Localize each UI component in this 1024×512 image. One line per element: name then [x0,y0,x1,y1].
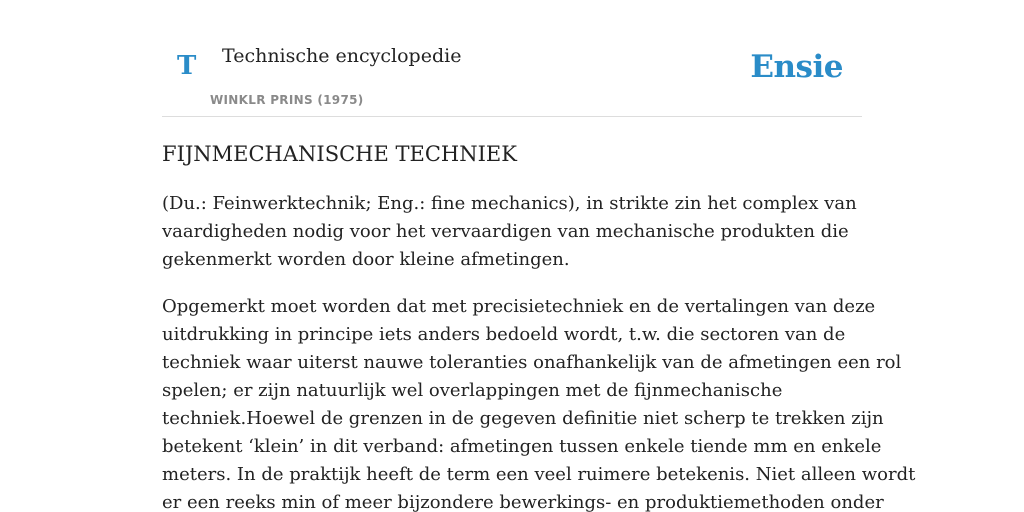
paragraph-line: gekenmerkt worden door kleine afmetingen. [162,249,570,271]
article-paragraph-1 [162,190,862,274]
book-title-link[interactable]: Technische encyclopedie [222,45,462,67]
paragraph-line: spelen; er zijn natuurlijk wel overlappingen met de fijnmechanische [162,380,783,402]
paragraph-line: Opgemerkt moet worden dat met precisietechniek en de vertalingen van deze [162,296,876,318]
paragraph-line: vaardigheden nodig voor het vervaardigen van mechanische produkten die [162,221,849,243]
header [162,0,862,117]
paragraph-line: (Du.: Feinwerktechnik; Eng.: fine mechanics), in strikte zin het complex van [162,193,857,215]
article-paragraph-2 [162,293,916,512]
book-logo-icon[interactable]: T [177,51,197,81]
article [162,140,916,512]
paragraph-line: uitdrukking in principe iets anders bedoeld wordt, t.w. die sectoren van de [162,324,846,346]
ensie-logo[interactable]: Ensie [750,49,843,85]
paragraph-line: techniek waar uiterst nauwe toleranties onafhankelijk van de afmetingen een rol [162,352,902,374]
paragraph-line: techniek.Hoewel de grenzen in de gegeven definitie niet scherp te trekken zijn [162,408,884,430]
article-title: FIJNMECHANISCHE TECHNIEK [162,142,517,166]
book-source-label: WINKLR PRINS (1975) [210,93,364,107]
paragraph-line: er een reeks min of meer bijzondere bewerkings- en produktiemethoden onder [162,492,884,512]
paragraph-line: meters. In de praktijk heeft de term een veel ruimere betekenis. Niet alleen wordt [162,464,916,486]
paragraph-line: betekent ‘klein’ in dit verband: afmetingen tussen enkele tiende mm en enkele [162,436,882,458]
